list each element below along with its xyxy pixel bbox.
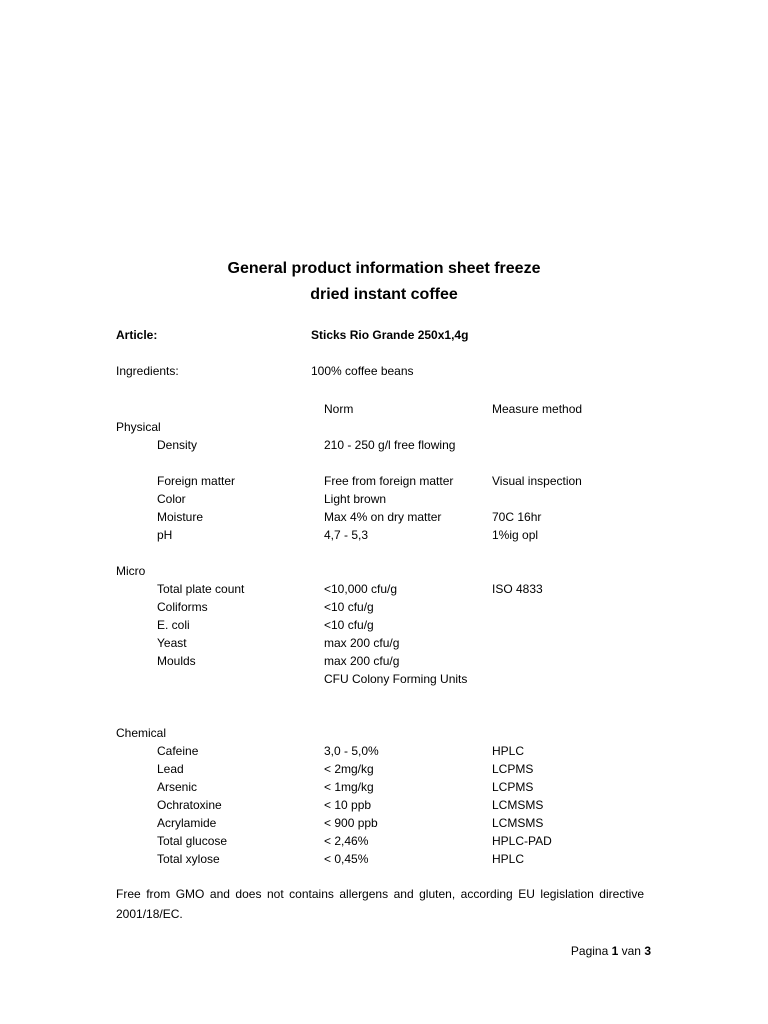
spec-item: Total plate count [157, 582, 245, 596]
spec-norm: < 2,46% [324, 834, 369, 848]
spec-row [0, 760, 768, 778]
document-title-line-2: dried instant coffee [310, 286, 458, 303]
spec-item: Lead [157, 762, 184, 776]
spec-method: HPLC [492, 852, 525, 866]
spec-method: LCPMS [492, 780, 534, 794]
spec-method: LCMSMS [492, 816, 544, 830]
spec-norm: < 900 ppb [324, 816, 378, 830]
spec-norm: Free from foreign matter [324, 474, 454, 488]
spec-norm: < 10 ppb [324, 798, 372, 812]
spec-norm: max 200 cfu/g [324, 636, 400, 650]
page-prefix: Pagina [570, 944, 612, 958]
measure-method-column-header: Measure method [492, 402, 583, 416]
spec-item: pH [157, 528, 173, 542]
spec-method: LCPMS [492, 762, 534, 776]
spec-norm: < 1mg/kg [324, 780, 374, 794]
spec-norm: <10 cfu/g [324, 600, 374, 614]
spec-row [0, 616, 768, 634]
spec-item: Color [157, 492, 186, 506]
spec-norm: 4,7 - 5,3 [324, 528, 369, 542]
page-indicator [571, 942, 651, 960]
norm-column-header: Norm [324, 402, 354, 416]
micro-section-heading: Micro [116, 564, 146, 578]
spec-row [0, 598, 768, 616]
spec-item: Density [157, 438, 198, 452]
page-total: 3 [644, 944, 651, 958]
spec-row [0, 526, 768, 544]
spec-norm: <10 cfu/g [324, 618, 374, 632]
spec-row [0, 508, 768, 526]
spec-item: Yeast [157, 636, 187, 650]
spec-row [0, 796, 768, 814]
spec-row [0, 472, 768, 490]
spec-item: E. coli [157, 618, 190, 632]
spec-item: Moisture [157, 510, 204, 524]
spec-item: Acrylamide [157, 816, 217, 830]
spec-item: Foreign matter [157, 474, 236, 488]
ingredients-value: 100% coffee beans [311, 364, 414, 378]
gmo-allergen-statement: Free from GMO and does not contains allergens and gluten, according EU legislation directive 2001/18/EC. [116, 887, 644, 921]
ingredients-label: Ingredients: [116, 364, 179, 378]
spec-item: Moulds [157, 654, 196, 668]
spec-norm: Light brown [324, 492, 387, 506]
spec-row [0, 670, 768, 688]
chemical-rows [0, 742, 768, 868]
spec-norm: CFU Colony Forming Units [324, 672, 468, 686]
spec-norm: Max 4% on dry matter [324, 510, 442, 524]
spec-row [0, 742, 768, 760]
spec-row [0, 436, 768, 454]
spec-norm: < 0,45% [324, 852, 369, 866]
spec-norm: < 2mg/kg [324, 762, 374, 776]
spec-row [0, 832, 768, 850]
micro-rows [0, 580, 768, 688]
spec-method: 70C 16hr [492, 510, 542, 524]
spec-row [0, 580, 768, 598]
page-current: 1 [611, 944, 619, 958]
spec-row [0, 490, 768, 508]
physical-section-heading: Physical [116, 420, 161, 434]
article-label: Article: [116, 328, 158, 342]
spec-item: Total glucose [157, 834, 228, 848]
spec-norm: 210 - 250 g/l free flowing [324, 438, 456, 452]
spec-method: HPLC-PAD [492, 834, 552, 848]
spec-item: Coliforms [157, 600, 208, 614]
page-middle: van [618, 944, 645, 958]
spec-method: 1%ig opl [492, 528, 539, 542]
spec-norm: 3,0 - 5,0% [324, 744, 379, 758]
document-title-line-1: General product information sheet freeze [227, 260, 541, 277]
spec-item: Total xylose [157, 852, 220, 866]
spec-method: LCMSMS [492, 798, 544, 812]
spec-item: Ochratoxine [157, 798, 222, 812]
spec-row [0, 850, 768, 868]
physical-rows [0, 436, 768, 544]
chemical-section-heading: Chemical [116, 726, 167, 740]
spec-row [0, 814, 768, 832]
spec-item: Cafeine [157, 744, 199, 758]
spec-item: Arsenic [157, 780, 198, 794]
spec-row [0, 454, 768, 472]
spec-norm: <10,000 cfu/g [324, 582, 398, 596]
spec-norm: max 200 cfu/g [324, 654, 400, 668]
spec-method: Visual inspection [492, 474, 582, 488]
article-value: Sticks Rio Grande 250x1,4g [311, 328, 469, 342]
spec-row [0, 652, 768, 670]
spec-method: HPLC [492, 744, 525, 758]
spec-method: ISO 4833 [492, 582, 543, 596]
spec-row [0, 634, 768, 652]
spec-row [0, 778, 768, 796]
